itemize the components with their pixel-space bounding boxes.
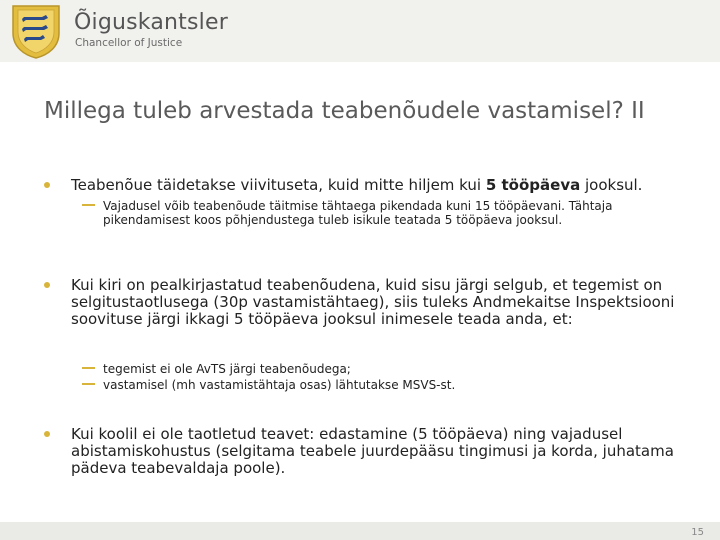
page-number: 15: [691, 527, 704, 538]
bullet-marker: [44, 182, 50, 188]
dash-marker: [82, 383, 95, 385]
estonian-coat-of-arms-icon: [10, 3, 62, 59]
footer-bar: [0, 522, 720, 540]
bullet-3: Kui koolil ei ole taotletud teavet: edastamine (5 tööpäeva) ning vajadusel abistamiskohustus (selgitama teabele juurdepääsu tingimusi ja korda, juhatama pädeva teabevaldaja poole).: [71, 425, 674, 477]
bullet-2-subitem-1: tegemist ei ole AvTS järgi teabenõudega;: [103, 362, 351, 376]
bullet-2-subitem-2: vastamisel (mh vastamistähtaja osas) lähtutakse MSVS-st.: [103, 378, 456, 392]
org-subtitle: Chancellor of Justice: [75, 37, 183, 49]
bullet-1: [71, 177, 711, 194]
bullet-1-text-end: jooksul.: [580, 176, 643, 194]
bullet-1-bold: 5 tööpäeva: [485, 176, 581, 194]
dash-marker: [82, 204, 95, 206]
header-band: [0, 0, 720, 62]
bullet-marker: [44, 431, 50, 437]
org-name: Õiguskantsler: [74, 10, 228, 35]
bullet-marker: [44, 282, 50, 288]
bullet-1-subitem-1: Vajadusel võib teabenõude täitmise tähtaega pikendada kuni 15 tööpäevani. Tähtaja pikendamisest koos põhjendustega tuleb isikule teatada 5 tööpäeva jooksul.: [103, 199, 613, 227]
slide-title: Millega tuleb arvestada teabenõudele vastamisel? II: [44, 98, 645, 124]
bullet-1-text: Teabenõue täidetakse viivituseta, kuid mitte hiljem kui: [71, 176, 486, 194]
dash-marker: [82, 367, 95, 369]
bullet-2: Kui kiri on pealkirjastatud teabenõudena, kuid sisu järgi selgub, et tegemist on selgitustaotlusega (30p vastamistähtaeg), siis tuleks Andmekaitse Inspektsiooni soovituse järgi ikkagi 5 tööpäeva jooksul inimesele teada anda, et:: [71, 276, 675, 328]
